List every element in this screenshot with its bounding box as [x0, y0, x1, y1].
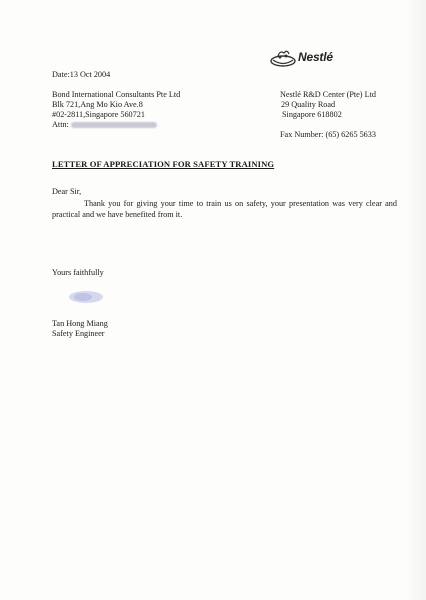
recipient-line-3: #02-2811,Singapore 560721 — [52, 110, 145, 119]
nest-icon — [268, 48, 298, 68]
signatory-name: Tan Hong Miang — [52, 319, 108, 328]
attn-label: Attn: — [52, 120, 69, 129]
recipient-line-2: Blk 721,Ang Mo Kio Ave.8 — [52, 100, 143, 109]
letter-subject: LETTER OF APPRECIATION FOR SAFETY TRAINING — [52, 159, 275, 169]
recipient-line-1: Bond International Consultants Pte Ltd — [52, 90, 181, 99]
letter-body: Thank you for giving your time to train us on safety, your presentation was very clear and practical and we have benefited from it. — [52, 199, 397, 219]
brand-name: Nestlé — [298, 50, 333, 64]
recipient-attn — [52, 120, 157, 130]
signatory-title: Safety Engineer — [52, 329, 105, 338]
nestle-logo — [268, 48, 352, 68]
sender-line-2: 29 Quality Road — [281, 100, 336, 109]
page-edge-shade — [406, 0, 426, 600]
letter-date: Date:13 Oct 2004 — [52, 70, 111, 79]
sender-line-3: Singapore 618802 — [282, 110, 342, 119]
closing: Yours faithfully — [52, 268, 104, 277]
sender-fax: Fax Number: (65) 6265 5633 — [280, 130, 376, 139]
sender-line-1: Nestlé R&D Center (Pte) Ltd — [280, 90, 376, 99]
signature-redacted — [66, 288, 106, 306]
redacted-name — [71, 122, 157, 128]
salutation: Dear Sir, — [52, 187, 82, 196]
